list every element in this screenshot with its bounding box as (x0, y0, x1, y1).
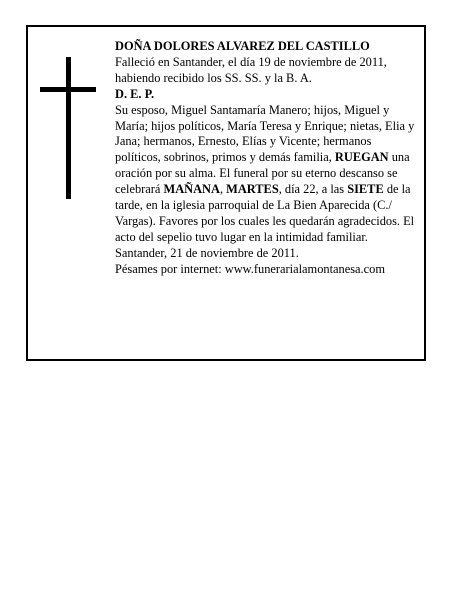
obituary-notice (26, 25, 426, 361)
separator-text: , (219, 182, 227, 197)
cross-icon (40, 57, 96, 199)
obituary-text (115, 39, 420, 278)
funeral-hour: SIETE (347, 182, 384, 197)
rest-in-peace: D. E. P. (115, 86, 155, 101)
request-word: RUEGAN (334, 150, 389, 165)
cross-vertical-bar (66, 57, 71, 199)
family-announcement (115, 103, 420, 246)
funeral-weekday: MARTES (226, 182, 279, 197)
funeral-text: una oración por su alma. El funeral por su eterno descanso se celebrará (115, 150, 410, 197)
date-line: Santander, 21 de noviembre de 2011. (115, 245, 299, 260)
funeral-day: MAÑANA (163, 182, 220, 197)
family-text: Su esposo, Miguel Santamaría Manero; hijos, Miguel y María; hijos políticos, María Teresa y Enrique; nietas, Elia y Jana; hermanos, Ernesto, Elías y Vicente; hermanos políticos, sobrinos, primos y demás familia, (115, 102, 415, 165)
death-statement: Falleció en Santander, el día 19 de noviembre de 2011, habiendo recibido los SS. SS. y la B. A. (115, 54, 387, 85)
funeral-location-text: de la tarde, en la iglesia parroquial de La Bien Aparecida (C./ Vargas). Favores por los cuales les quedarán agradecidos. El acto del sepelio tuvo lugar en la intimidad familiar. (115, 182, 415, 244)
deceased-name: DOÑA DOLORES ALVAREZ DEL CASTILLO (115, 39, 370, 53)
funeral-date-text: , día 22, a las (278, 182, 348, 197)
condolences-line: Pésames por internet: www.funerarialamontanesa.com (115, 261, 385, 276)
cross-horizontal-bar (40, 87, 96, 92)
